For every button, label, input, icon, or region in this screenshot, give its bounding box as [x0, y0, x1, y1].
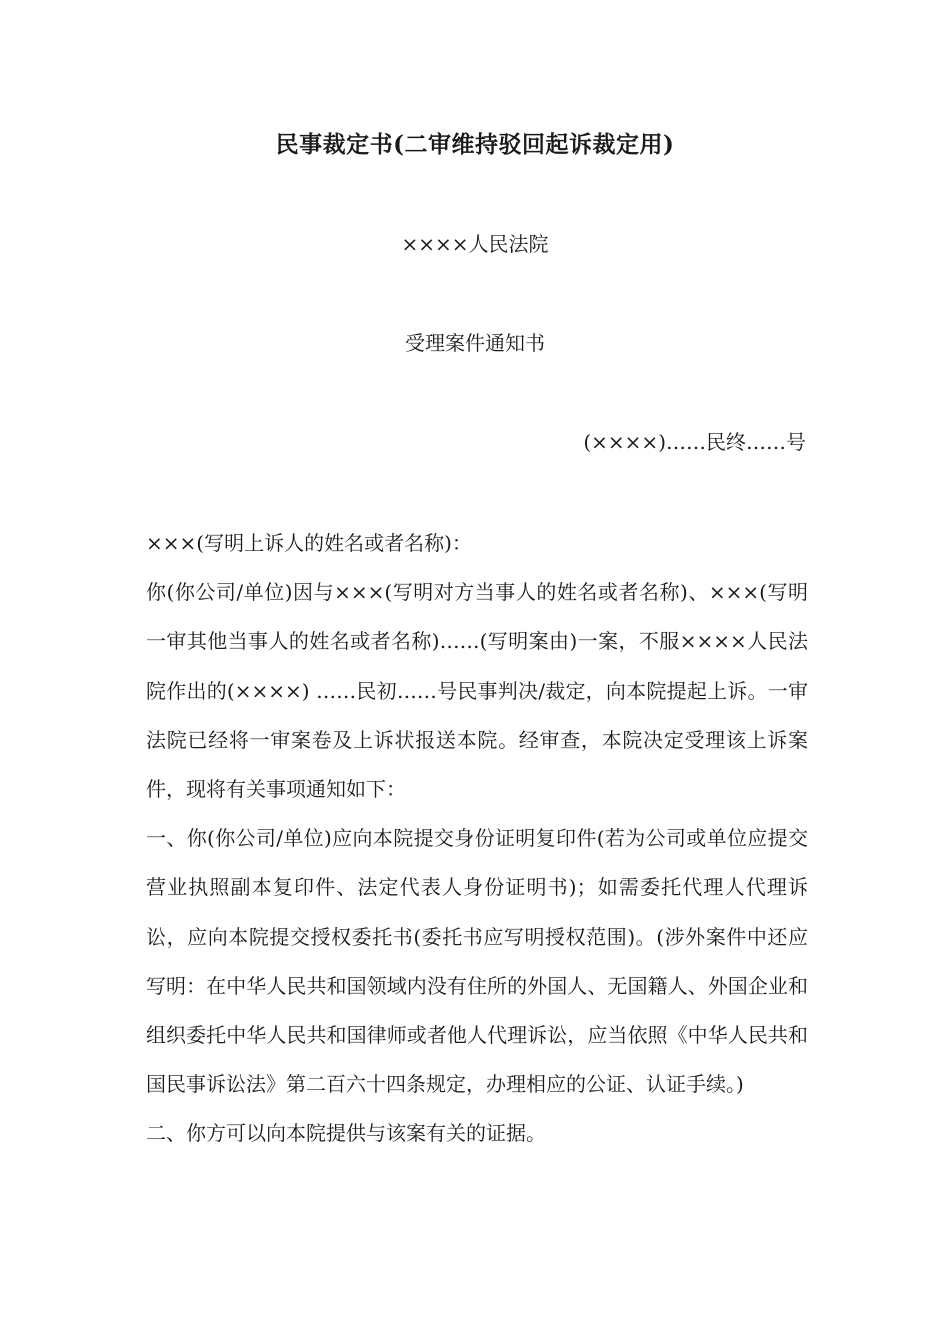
document-title: 民事裁定书(二审维持驳回起诉裁定用)	[275, 131, 675, 158]
paragraph-item-one: 一、你(你公司/单位)应向本院提交身份证明复印件(若为公司或单位应提交营业执照副本复印件、法定代表人身份证明书)；如需委托代理人代理诉讼，应向本院提交授权委托书(委托书应写明授权范围)。(涉外案件中还应写明：在中华人民共和国领域内没有住所的外国人、无国籍人、外国企业和组织委托中华人民共和国律师或者他人代理诉讼，应当依照《中华人民共和国民事诉讼法》第二百六十四条规定，办理相应的公证、认证手续。)	[146, 826, 808, 1097]
case-number: (××××)……民终……号	[583, 430, 806, 454]
paragraph-item-two: 二、你方可以向本院提供与该案有关的证据。	[146, 1121, 546, 1146]
paragraph-case-intro: 你(你公司/单位)因与×××(写明对方当事人的姓名或者名称)、×××(写明一审其他当事人的姓名或者名称)……(写明案由)一案，不服××××人民法院作出的(××××) ……民初……号民事判决/裁定，向本院提起上诉。一审法院已经将一审案卷及上诉状报送本院。经审查，本院决定受理该上诉案件，现将有关事项通知如下：	[146, 580, 808, 802]
document-body	[146, 519, 808, 1159]
court-name: ××××人民法院	[401, 232, 549, 256]
notice-title: 受理案件通知书	[405, 331, 545, 355]
addressee-line: ×××(写明上诉人的姓名或者名称)：	[146, 531, 472, 555]
